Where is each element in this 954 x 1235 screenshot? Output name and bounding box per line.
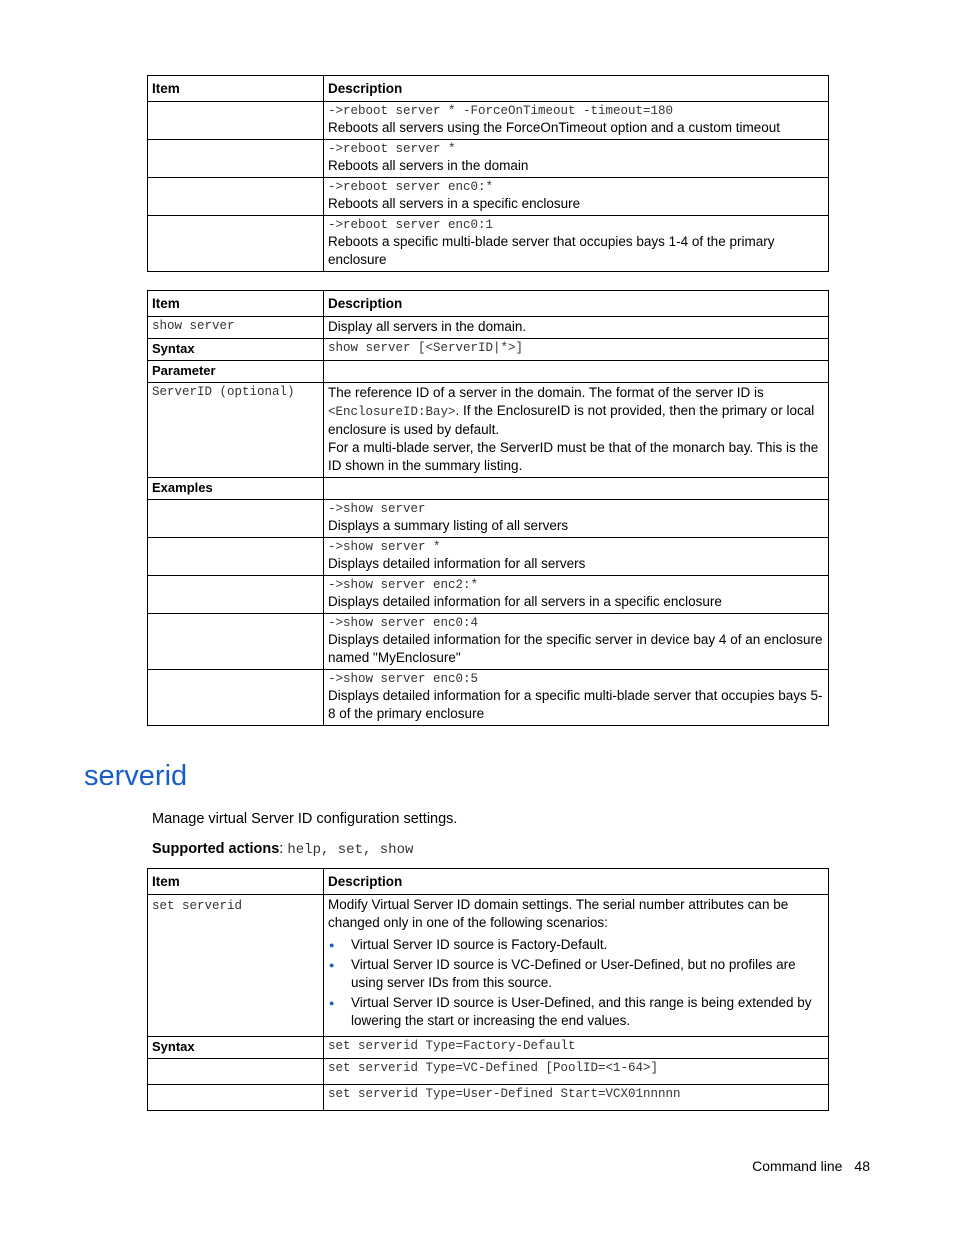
command-name: set serverid bbox=[152, 899, 243, 913]
empty-cell bbox=[324, 478, 829, 500]
example-description: Reboots a specific multi-blade server that occupies bays 1-4 of the primary enclosure bbox=[328, 234, 775, 267]
syntax-label: Syntax bbox=[148, 1037, 324, 1059]
footer-section: Command line bbox=[752, 1158, 843, 1174]
description-cell bbox=[324, 576, 829, 614]
syntax-text: show server [<ServerID|*>] bbox=[328, 341, 524, 355]
param-description bbox=[324, 383, 829, 478]
item-cell bbox=[148, 670, 324, 726]
description-cell bbox=[324, 178, 829, 216]
item-cell bbox=[148, 216, 324, 272]
example-command: ->reboot server * -ForceOnTimeout -timeout=180 bbox=[328, 104, 674, 118]
item-cell bbox=[148, 538, 324, 576]
item-cell bbox=[148, 500, 324, 538]
description-intro: Modify Virtual Server ID domain settings. The serial number attributes can be changed only in one of the following scenarios: bbox=[328, 897, 789, 930]
param-desc-code: <EnclosureID:Bay> bbox=[328, 405, 456, 419]
syntax-cell bbox=[324, 1059, 829, 1085]
item-cell bbox=[148, 1059, 324, 1085]
table-header-row bbox=[148, 291, 829, 317]
supported-actions-list: help, set, show bbox=[287, 842, 414, 858]
description-cell bbox=[324, 102, 829, 140]
example-description: Displays detailed information for all servers in a specific enclosure bbox=[328, 594, 722, 609]
syntax-label: Syntax bbox=[148, 339, 324, 361]
reboot-examples-table bbox=[147, 75, 829, 272]
table-row bbox=[148, 140, 829, 178]
examples-label: Examples bbox=[148, 478, 324, 500]
table-row bbox=[148, 383, 829, 478]
example-command: ->show server * bbox=[328, 540, 441, 554]
table-row bbox=[148, 361, 829, 383]
example-description: Reboots all servers in a specific enclosure bbox=[328, 196, 581, 211]
supported-actions-line bbox=[152, 841, 413, 858]
scenario-list bbox=[328, 936, 824, 1030]
description-header: Description bbox=[324, 869, 829, 895]
table-row bbox=[148, 576, 829, 614]
list-item: ● Virtual Server ID source is User-Defined, and this range is being extended by lowering the start or increasing the end values. bbox=[351, 994, 824, 1030]
table-row bbox=[148, 1085, 829, 1111]
description-cell bbox=[324, 216, 829, 272]
page-footer bbox=[740, 1158, 870, 1174]
section-title: serverid bbox=[84, 760, 188, 792]
table-row bbox=[148, 317, 829, 339]
item-cell bbox=[148, 576, 324, 614]
syntax-text: set serverid Type=VC-Defined [PoolID=<1-64>] bbox=[328, 1061, 659, 1075]
table-row bbox=[148, 478, 829, 500]
command-description: Display all servers in the domain. bbox=[324, 317, 829, 339]
item-cell bbox=[148, 140, 324, 178]
table-row bbox=[148, 1059, 829, 1085]
table-header-row bbox=[148, 76, 829, 102]
example-description: Reboots all servers in the domain bbox=[328, 158, 529, 173]
example-description: Displays detailed information for all servers bbox=[328, 556, 586, 571]
section-intro: Manage virtual Server ID configuration settings. bbox=[152, 811, 458, 827]
syntax-text: set serverid Type=Factory-Default bbox=[328, 1039, 576, 1053]
command-description bbox=[324, 895, 829, 1037]
command-name: show server bbox=[152, 319, 235, 333]
example-command: ->reboot server enc0:* bbox=[328, 180, 494, 194]
table-row bbox=[148, 339, 829, 361]
example-description: Displays a summary listing of all servers bbox=[328, 518, 569, 533]
table-row bbox=[148, 102, 829, 140]
table-row bbox=[148, 1037, 829, 1059]
example-command: ->show server enc0:4 bbox=[328, 616, 479, 630]
item-header: Item bbox=[148, 291, 324, 317]
example-command: ->reboot server enc0:1 bbox=[328, 218, 494, 232]
example-command: ->show server enc0:5 bbox=[328, 672, 479, 686]
item-cell bbox=[148, 614, 324, 670]
description-cell bbox=[324, 538, 829, 576]
description-cell bbox=[324, 500, 829, 538]
param-name: ServerID (optional) bbox=[152, 385, 295, 399]
example-command: ->reboot server * bbox=[328, 142, 456, 156]
item-cell bbox=[148, 178, 324, 216]
supported-actions-separator: : bbox=[279, 841, 288, 857]
param-desc-part1: The reference ID of a server in the domain. The format of the server ID is bbox=[328, 385, 764, 400]
set-serverid-table bbox=[147, 868, 829, 1111]
table-row bbox=[148, 670, 829, 726]
syntax-cell bbox=[324, 339, 829, 361]
param-cell bbox=[148, 383, 324, 478]
table-row bbox=[148, 216, 829, 272]
description-cell bbox=[324, 670, 829, 726]
syntax-cell bbox=[324, 1037, 829, 1059]
show-server-table bbox=[147, 290, 829, 726]
item-header: Item bbox=[148, 869, 324, 895]
list-item: ● Virtual Server ID source is VC-Defined or User-Defined, but no profiles are using server IDs from this source. bbox=[351, 956, 824, 992]
table-row bbox=[148, 500, 829, 538]
empty-cell bbox=[324, 361, 829, 383]
table-header-row bbox=[148, 869, 829, 895]
example-description: Reboots all servers using the ForceOnTimeout option and a custom timeout bbox=[328, 120, 780, 135]
command-cell bbox=[148, 317, 324, 339]
example-description: Displays detailed information for the specific server in device bay 4 of an enclosure named "MyEnclosure" bbox=[328, 632, 823, 665]
page-number: 48 bbox=[854, 1158, 870, 1174]
table-row bbox=[148, 895, 829, 1037]
syntax-cell bbox=[324, 1085, 829, 1111]
table-row bbox=[148, 178, 829, 216]
example-command: ->show server bbox=[328, 502, 426, 516]
example-command: ->show server enc2:* bbox=[328, 578, 479, 592]
description-cell bbox=[324, 614, 829, 670]
param-desc-part2: . If the EnclosureID is not provided, then the primary or local enclosure is used by default. bbox=[328, 403, 815, 437]
table-row bbox=[148, 614, 829, 670]
param-desc-part3: For a multi-blade server, the ServerID must be that of the monarch bay. This is the ID shown in the summary listing. bbox=[328, 440, 819, 473]
item-cell bbox=[148, 102, 324, 140]
description-header: Description bbox=[324, 76, 829, 102]
list-item: ● Virtual Server ID source is Factory-Default. bbox=[351, 936, 824, 954]
supported-actions-label: Supported actions bbox=[152, 841, 280, 857]
description-header: Description bbox=[324, 291, 829, 317]
example-description: Displays detailed information for a specific multi-blade server that occupies bays 5-8 of the primary enclosure bbox=[328, 688, 823, 721]
item-header: Item bbox=[148, 76, 324, 102]
item-cell bbox=[148, 1085, 324, 1111]
parameter-label: Parameter bbox=[148, 361, 324, 383]
table-row bbox=[148, 538, 829, 576]
command-cell bbox=[148, 895, 324, 1037]
description-cell bbox=[324, 140, 829, 178]
syntax-text: set serverid Type=User-Defined Start=VCX01nnnnn bbox=[328, 1087, 681, 1101]
